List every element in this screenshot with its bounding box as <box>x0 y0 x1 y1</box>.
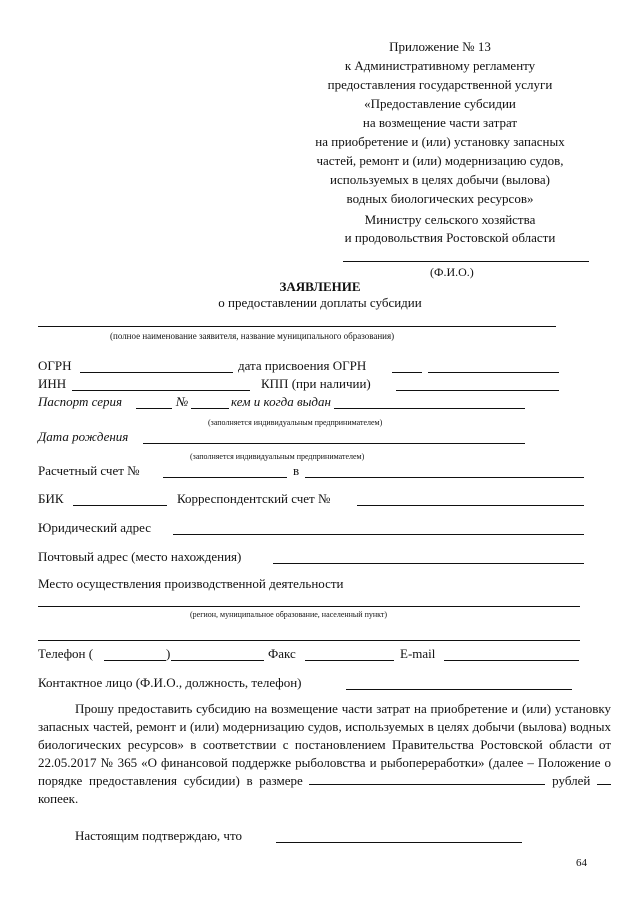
activity-place-field-2[interactable] <box>38 640 580 641</box>
addressee-block <box>300 211 600 247</box>
passport-number-label: № <box>176 394 189 409</box>
rub-label: рублей <box>552 773 591 788</box>
header-line: используемых в целях добычи (вылова) <box>330 172 550 187</box>
request-paragraph <box>38 700 611 808</box>
email-label: E-mail <box>400 646 436 661</box>
legal-address-field[interactable] <box>173 534 584 535</box>
document-subtitle: о предоставлении доплаты субсидии <box>218 295 422 310</box>
header-line: на возмещение части затрат <box>362 115 518 130</box>
header-line: на приобретение и (или) установку запасных <box>315 134 565 149</box>
account-field[interactable] <box>163 477 287 478</box>
phone-field[interactable] <box>171 660 264 661</box>
activity-place-field[interactable] <box>38 606 580 607</box>
ogrn-label: ОГРН <box>38 358 72 373</box>
applicant-caption: (полное наименование заявителя, название муниципального образования) <box>110 331 395 341</box>
addressee-line: и продовольствия Ростовской области <box>344 230 556 245</box>
fax-label: Факс <box>268 646 296 661</box>
inn-field[interactable] <box>72 390 250 391</box>
ip-caption: (заполняется индивидуальным предпринимателем) <box>208 418 383 427</box>
confirm-field[interactable] <box>276 842 522 843</box>
amount-kop-field[interactable] <box>597 772 611 785</box>
header-line: частей, ремонт и (или) модернизацию судов, <box>316 153 564 168</box>
passport-series-field[interactable] <box>136 408 172 409</box>
header-line: предоставления государственной услуги <box>327 77 553 92</box>
account-bank-label: в <box>293 463 300 478</box>
passport-series-label: Паспорт серия <box>38 394 123 409</box>
document-title: ЗАЯВЛЕНИЕ <box>279 279 361 294</box>
contact-field[interactable] <box>346 689 572 690</box>
birth-date-label: Дата рождения <box>38 429 129 444</box>
ogrn-field[interactable] <box>80 372 233 373</box>
ip-caption-2: (заполняется индивидуальным предпринимателем) <box>190 452 365 461</box>
header-line: водных биологических ресурсов» <box>346 191 534 206</box>
account-label: Расчетный счет № <box>38 463 140 478</box>
birth-date-field[interactable] <box>143 443 525 444</box>
header-line: к Административному регламенту <box>344 58 536 73</box>
page-number: 64 <box>576 857 587 869</box>
confirm-label: Настоящим подтверждаю, что <box>75 828 242 843</box>
passport-number-field[interactable] <box>191 408 229 409</box>
corr-account-label: Корреспондентский счет № <box>177 491 331 506</box>
request-text: Прошу предоставить субсидию на возмещение части затрат на приобретение и (или) установку запасных частей, ремонт и (или) модернизацию судов, используемых в целях добычи (вылова) водных биологических ресурсов» в соответствии с постановлением Правительства Ростовской области от 22.05.2017 № 365 «О финансовой поддержке рыболовства и рыбопереработки» (далее – Положение о порядке предоставления субсидии) в размере <box>38 701 611 788</box>
kpp-label: КПП (при наличии) <box>261 376 371 391</box>
phone-paren-close: ) <box>166 646 171 661</box>
inn-label: ИНН <box>38 376 67 391</box>
bik-label: БИК <box>38 491 64 506</box>
contact-label: Контактное лицо (Ф.И.О., должность, телефон) <box>38 675 302 690</box>
passport-issued-field[interactable] <box>334 408 525 409</box>
ogrn-date-day-field[interactable] <box>392 372 422 373</box>
amount-rub-field[interactable] <box>309 772 545 785</box>
appendix-header <box>260 37 620 208</box>
fax-field[interactable] <box>305 660 394 661</box>
kpp-field[interactable] <box>396 390 559 391</box>
activity-place-label: Место осуществления производственной деятельности <box>38 576 344 591</box>
region-caption: (регион, муниципальное образование, населенный пункт) <box>190 610 388 619</box>
addressee-line: Министру сельского хозяйства <box>364 212 536 227</box>
ogrn-date-field[interactable] <box>428 372 559 373</box>
bik-field[interactable] <box>73 505 167 506</box>
phone-code-field[interactable] <box>104 660 166 661</box>
legal-address-label: Юридический адрес <box>38 520 152 535</box>
phone-label: Телефон ( <box>38 646 94 661</box>
corr-account-field[interactable] <box>357 505 584 506</box>
account-bank-field[interactable] <box>305 477 584 478</box>
header-line: Приложение № 13 <box>389 39 491 54</box>
email-field[interactable] <box>444 660 579 661</box>
fio-caption: (Ф.И.О.) <box>430 265 474 279</box>
applicant-name-line[interactable] <box>38 326 556 327</box>
header-line: «Предоставление субсидии <box>364 96 516 111</box>
ogrn-date-label: дата присвоения ОГРН <box>238 358 367 373</box>
kop-label: копеек. <box>38 791 79 806</box>
passport-issued-label: кем и когда выдан <box>231 394 331 409</box>
postal-address-field[interactable] <box>273 563 584 564</box>
postal-address-label: Почтовый адрес (место нахождения) <box>38 549 242 564</box>
fio-input-line[interactable] <box>343 261 589 262</box>
